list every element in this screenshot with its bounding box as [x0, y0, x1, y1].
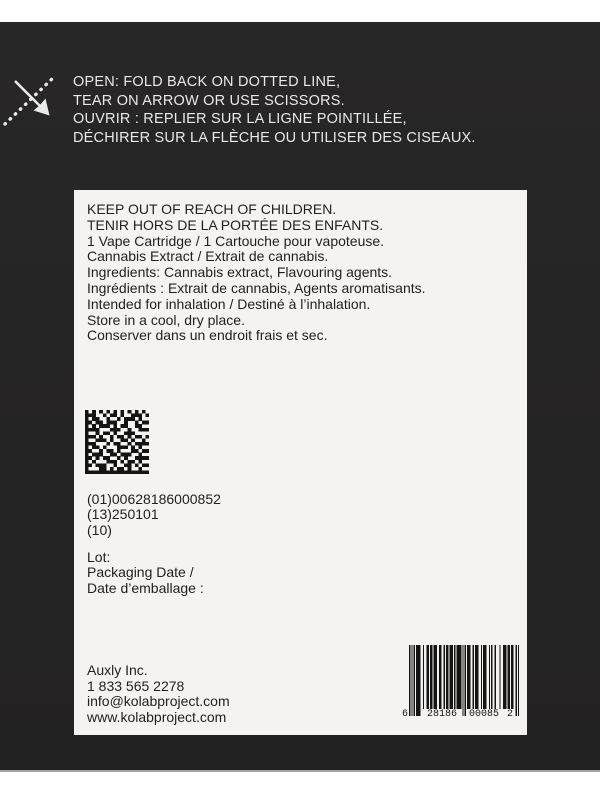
open-instruction-line: DÉCHIRER SUR LA FLÈCHE OU UTILISER DES CISEAUX.	[73, 129, 476, 146]
barcode-digit-group: 6	[401, 709, 408, 720]
company-name: Auxly Inc.	[87, 662, 148, 678]
package-back-panel	[0, 22, 600, 772]
gs1-lot-code: (10)	[87, 521, 112, 538]
warning-text-block	[87, 202, 426, 344]
barcode-digit-group: 00085	[468, 709, 499, 720]
company-phone: 1 833 565 2278	[87, 677, 185, 694]
gs1-packdate-code: (13)250101	[87, 506, 159, 523]
company-email: info@kolabproject.com	[87, 693, 230, 710]
open-instruction-line: OUVRIR : REPLIER SUR LA LIGNE POINTILLÉE,	[73, 111, 407, 127]
barcode-digit-group: 28186	[426, 709, 457, 720]
dotted-fold-line	[5, 77, 54, 124]
lot-label: Lot:	[87, 549, 111, 565]
gs1-gtin-code: (01)00628186000852	[87, 491, 221, 507]
tear-arrow-icon	[3, 68, 61, 126]
lot-and-date-block	[87, 550, 204, 596]
packaging-date-label-en: Packaging Date /	[87, 564, 194, 581]
open-instructions	[73, 73, 476, 147]
warning-line: Conserver dans un endroit frais et sec.	[87, 327, 328, 344]
warning-line: Store in a cool, dry place.	[87, 311, 245, 328]
warning-line: 1 Vape Cartridge / 1 Cartouche pour vapoteuse.	[87, 232, 385, 249]
packaging-date-label-fr: Date d’emballage :	[87, 579, 204, 596]
warning-line: Cannabis Extract / Extrait de cannabis.	[87, 248, 329, 265]
open-instruction-line: TEAR ON ARROW OR USE SCISSORS.	[73, 92, 345, 109]
barcode-bars	[409, 645, 519, 716]
regulatory-label-card	[74, 190, 527, 735]
company-website: www.kolabproject.com	[87, 708, 227, 725]
company-contact-block	[87, 663, 230, 725]
open-instruction-line: OPEN: FOLD BACK ON DOTTED LINE,	[73, 74, 341, 90]
warning-line: KEEP OUT OF REACH OF CHILDREN.	[87, 201, 337, 217]
gs1-datamatrix-icon	[85, 410, 149, 474]
barcode-digit-group: 2	[506, 709, 513, 720]
gs1-application-identifiers	[87, 492, 221, 538]
warning-line: TENIR HORS DE LA PORTÉE DES ENFANTS.	[87, 216, 384, 233]
warning-line: Ingrédients : Extrait de cannabis, Agents aromatisants.	[87, 279, 426, 296]
warning-line: Intended for inhalation / Destiné à l’inhalation.	[87, 295, 371, 312]
upc-barcode	[401, 645, 519, 723]
warning-line: Ingredients: Cannabis extract, Flavouring agents.	[87, 264, 393, 281]
